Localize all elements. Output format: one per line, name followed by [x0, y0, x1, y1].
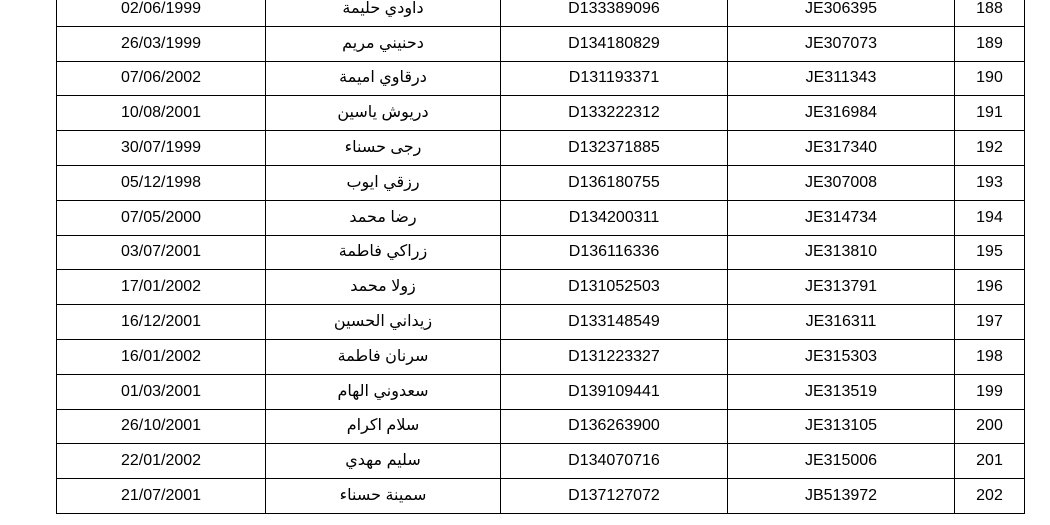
table-row	[57, 409, 1025, 444]
birth-date-cell: 16/12/2001	[57, 305, 266, 340]
cne-cell: D134070716	[501, 444, 728, 479]
student-name-cell: زولا محمد	[266, 270, 501, 305]
student-name-cell: دريوش ياسين	[266, 96, 501, 131]
cne-cell: D136180755	[501, 165, 728, 200]
cne-cell: D131223327	[501, 339, 728, 374]
student-name-cell: رجى حسناء	[266, 131, 501, 166]
student-name-cell: سلام اكرام	[266, 409, 501, 444]
student-name-cell: سعدوني الهام	[266, 374, 501, 409]
code-cell: JE311343	[728, 61, 955, 96]
cne-cell: D134200311	[501, 200, 728, 235]
birth-date-cell: 22/01/2002	[57, 444, 266, 479]
table-row	[57, 374, 1025, 409]
student-name-cell: سرنان فاطمة	[266, 339, 501, 374]
row-number-cell: 199	[955, 374, 1025, 409]
birth-date-cell: 07/06/2002	[57, 61, 266, 96]
birth-date-cell: 16/01/2002	[57, 339, 266, 374]
table-row	[57, 339, 1025, 374]
student-name-cell: سليم مهدي	[266, 444, 501, 479]
code-cell: JE313519	[728, 374, 955, 409]
row-number-cell: 193	[955, 165, 1025, 200]
row-number-cell: 190	[955, 61, 1025, 96]
student-name-cell: زراكي فاطمة	[266, 235, 501, 270]
birth-date-cell: 03/07/2001	[57, 235, 266, 270]
code-cell: JE313105	[728, 409, 955, 444]
row-number-cell: 191	[955, 96, 1025, 131]
row-number-cell: 189	[955, 26, 1025, 61]
code-cell: JE314734	[728, 200, 955, 235]
table-row	[57, 165, 1025, 200]
row-number-cell: 192	[955, 131, 1025, 166]
code-cell: JE313810	[728, 235, 955, 270]
birth-date-cell: 26/10/2001	[57, 409, 266, 444]
row-number-cell: 202	[955, 479, 1025, 514]
row-number-cell: 188	[955, 0, 1025, 26]
student-name-cell: درقاوي اميمة	[266, 61, 501, 96]
birth-date-cell: 05/12/1998	[57, 165, 266, 200]
table-row	[57, 0, 1025, 26]
table-row	[57, 61, 1025, 96]
table-row	[57, 305, 1025, 340]
row-number-cell: 194	[955, 200, 1025, 235]
birth-date-cell: 30/07/1999	[57, 131, 266, 166]
table-row	[57, 235, 1025, 270]
code-cell: JE316984	[728, 96, 955, 131]
table-row	[57, 270, 1025, 305]
table-row	[57, 444, 1025, 479]
cne-cell: D136116336	[501, 235, 728, 270]
student-name-cell: زيداني الحسين	[266, 305, 501, 340]
cne-cell: D132371885	[501, 131, 728, 166]
table-row	[57, 200, 1025, 235]
student-name-cell: رضا محمد	[266, 200, 501, 235]
birth-date-cell: 01/03/2001	[57, 374, 266, 409]
code-cell: JE307008	[728, 165, 955, 200]
cne-cell: D131052503	[501, 270, 728, 305]
birth-date-cell: 02/06/1999	[57, 0, 266, 26]
cne-cell: D137127072	[501, 479, 728, 514]
birth-date-cell: 17/01/2002	[57, 270, 266, 305]
cne-cell: D133148549	[501, 305, 728, 340]
row-number-cell: 201	[955, 444, 1025, 479]
birth-date-cell: 26/03/1999	[57, 26, 266, 61]
birth-date-cell: 21/07/2001	[57, 479, 266, 514]
code-cell: JE315006	[728, 444, 955, 479]
row-number-cell: 197	[955, 305, 1025, 340]
code-cell: JB513972	[728, 479, 955, 514]
table-row	[57, 131, 1025, 166]
student-name-cell: دحنيني مريم	[266, 26, 501, 61]
table-row	[57, 26, 1025, 61]
student-name-cell: داودي حليمة	[266, 0, 501, 26]
row-number-cell: 198	[955, 339, 1025, 374]
student-list-table	[56, 0, 1025, 514]
cne-cell: D136263900	[501, 409, 728, 444]
student-name-cell: رزقي ايوب	[266, 165, 501, 200]
row-number-cell: 196	[955, 270, 1025, 305]
birth-date-cell: 10/08/2001	[57, 96, 266, 131]
table-row	[57, 479, 1025, 514]
code-cell: JE316311	[728, 305, 955, 340]
student-name-cell: سمينة حسناء	[266, 479, 501, 514]
row-number-cell: 195	[955, 235, 1025, 270]
table-row	[57, 96, 1025, 131]
cne-cell: D134180829	[501, 26, 728, 61]
cne-cell: D133222312	[501, 96, 728, 131]
cne-cell: D131193371	[501, 61, 728, 96]
code-cell: JE317340	[728, 131, 955, 166]
code-cell: JE307073	[728, 26, 955, 61]
code-cell: JE315303	[728, 339, 955, 374]
table-body	[57, 0, 1025, 513]
birth-date-cell: 07/05/2000	[57, 200, 266, 235]
code-cell: JE313791	[728, 270, 955, 305]
cne-cell: D139109441	[501, 374, 728, 409]
code-cell: JE306395	[728, 0, 955, 26]
row-number-cell: 200	[955, 409, 1025, 444]
cne-cell: D133389096	[501, 0, 728, 26]
